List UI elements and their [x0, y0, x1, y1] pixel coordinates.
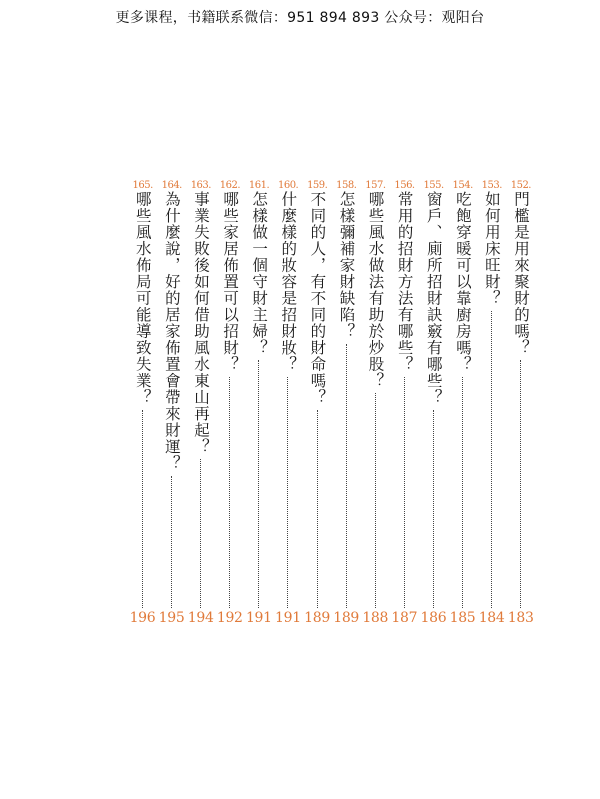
dot-leader	[404, 377, 405, 608]
toc-entry	[187, 180, 214, 626]
entry-page-number: 185	[449, 610, 476, 626]
dot-leader	[171, 476, 172, 608]
dot-leader	[520, 360, 521, 608]
toc-entry	[277, 180, 299, 626]
entry-number: 159.	[307, 180, 328, 191]
dot-leader	[200, 459, 201, 608]
entry-number: 152.	[510, 180, 531, 191]
entry-title: 哪些風水佈局可能導致失業？	[133, 191, 152, 406]
entry-page-number: 189	[333, 610, 360, 626]
entry-number: 162.	[219, 180, 241, 191]
entry-page-number: 194	[187, 610, 214, 626]
entry-page-number: 184	[478, 610, 505, 626]
entry-title: 吃飽穿暖可以靠廚房嗎？	[453, 191, 472, 373]
toc-entry	[362, 180, 389, 626]
toc-entry	[158, 180, 185, 626]
dot-leader	[287, 377, 288, 608]
entry-number: 155.	[423, 180, 444, 191]
entry-number: 157.	[365, 180, 386, 191]
entry-title: 什麼樣的妝容是招財妝？	[279, 191, 298, 373]
dot-leader	[375, 393, 376, 608]
entry-number: 161.	[248, 180, 270, 191]
entry-page-number: 192	[216, 610, 243, 626]
dot-leader	[346, 344, 347, 608]
entry-page-number: 191	[275, 610, 301, 626]
entry-page-number: 195	[158, 610, 185, 626]
dot-leader	[433, 410, 434, 608]
toc-entry	[420, 180, 447, 626]
entry-page-number: 186	[420, 610, 447, 626]
entry-title: 不同的人，有不同的財命嗎？	[308, 191, 327, 406]
toc-entry	[306, 180, 328, 626]
entry-title: 事業失敗後如何借助風水東山再起？	[191, 191, 210, 455]
entry-title: 門檻是用來聚財的嗎？	[512, 191, 530, 356]
entry-title: 如何用床旺財？	[482, 191, 501, 307]
entry-title: 常用的招財方法有哪些？	[395, 191, 414, 373]
entry-page-number: 188	[362, 610, 389, 626]
entry-page-number: 189	[304, 610, 330, 626]
entry-title: 怎樣彌補家財缺陷？	[337, 191, 356, 340]
dot-leader	[229, 377, 230, 608]
entry-title: 怎樣做一個守財主婦？	[250, 191, 269, 356]
toc-entry	[507, 180, 534, 626]
entry-page-number: 183	[507, 610, 534, 626]
entry-number: 154.	[452, 180, 473, 191]
entry-number: 153.	[481, 180, 502, 191]
toc-entry	[129, 180, 156, 626]
entry-number: 160.	[277, 180, 299, 191]
entry-title: 窗戶、廁所招財訣竅有哪些？	[424, 191, 443, 406]
entry-page-number: 187	[391, 610, 418, 626]
entry-number: 158.	[336, 180, 357, 191]
toc-entry	[391, 180, 418, 626]
entry-number: 164.	[161, 180, 182, 191]
dot-leader	[462, 377, 463, 608]
entry-page-number: 196	[129, 610, 156, 626]
dot-leader	[258, 360, 259, 608]
toc-entry	[333, 180, 360, 626]
dot-leader	[317, 410, 318, 608]
toc-entry	[216, 180, 243, 626]
entry-number: 156.	[394, 180, 415, 191]
dot-leader	[142, 410, 143, 608]
entry-number: 163.	[190, 180, 211, 191]
entry-number: 165.	[132, 180, 153, 191]
table-of-contents	[131, 180, 532, 626]
dot-leader	[491, 311, 492, 608]
toc-entry	[478, 180, 505, 626]
entry-title: 哪些家居佈置可以招財？	[221, 191, 240, 373]
header-contact-line: 更多课程，书籍联系微信：951 894 893 公众号：观阳台	[115, 10, 485, 26]
entry-title: 為什麼說，好的居家佈置會帶來財運？	[162, 191, 181, 472]
entry-title: 哪些風水做法有助於炒股？	[366, 191, 385, 389]
entry-page-number: 191	[245, 610, 272, 626]
toc-entry	[245, 180, 272, 626]
toc-entry	[449, 180, 476, 626]
